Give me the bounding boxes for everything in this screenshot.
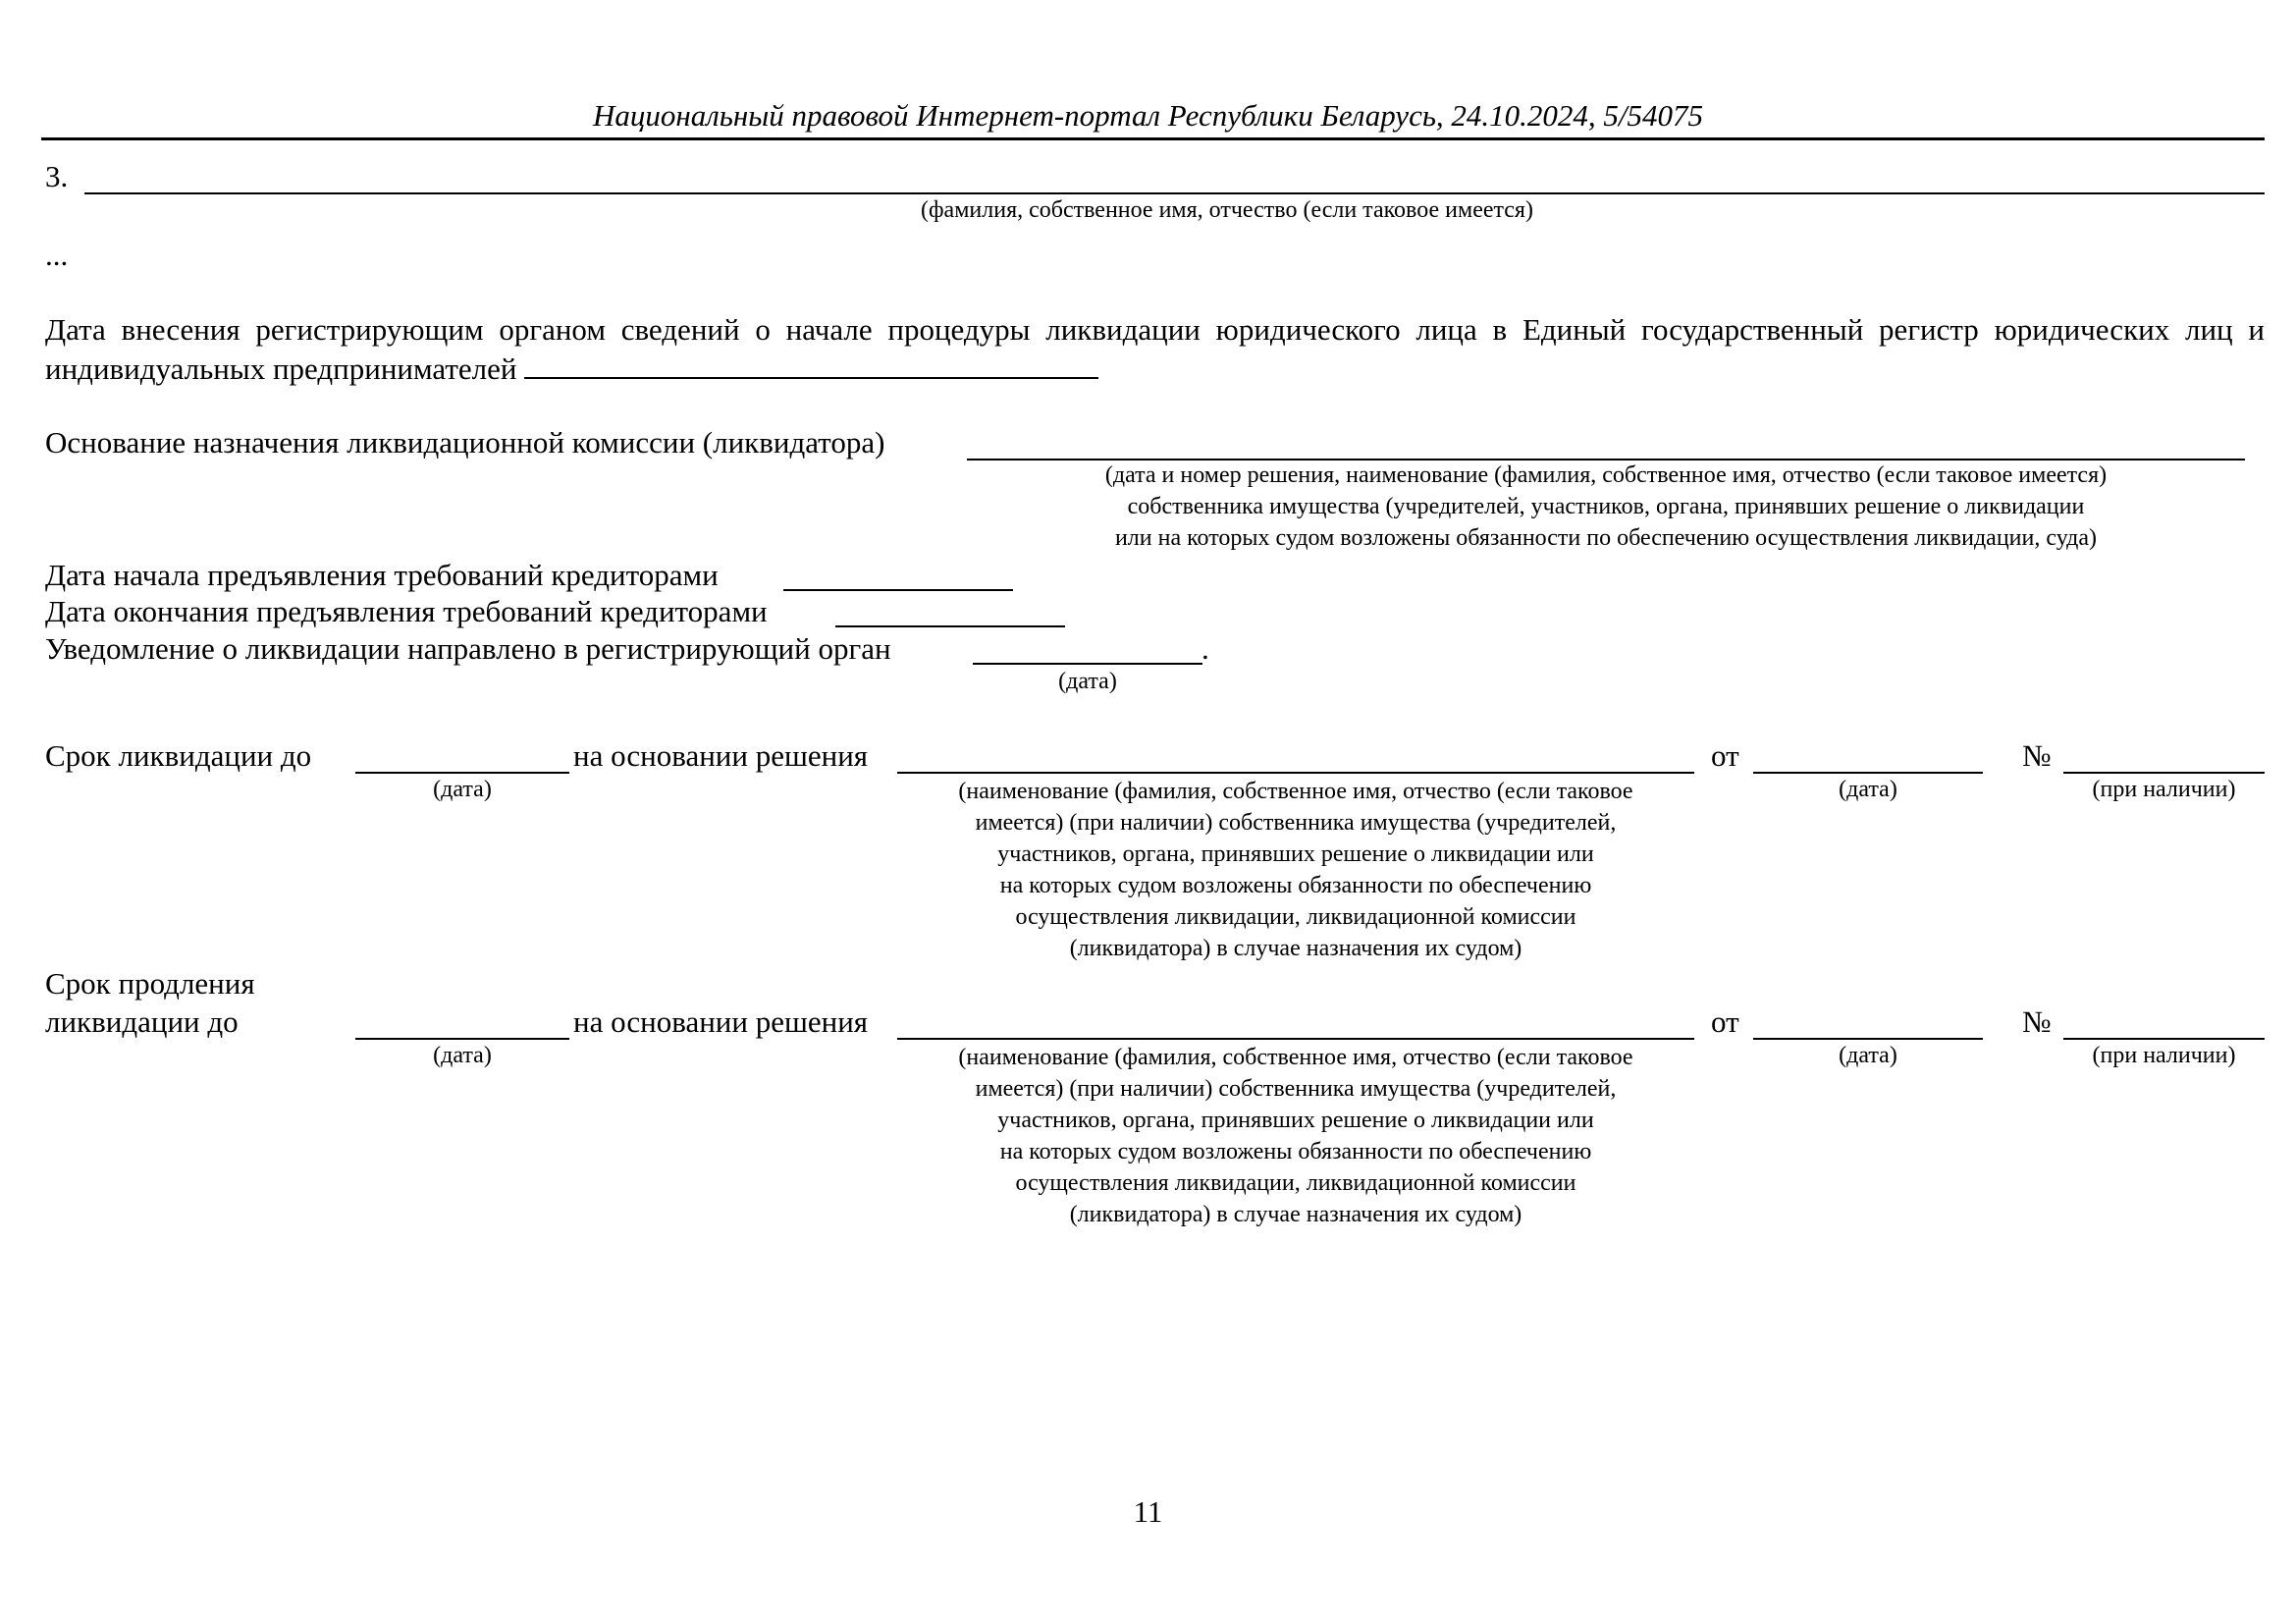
term-from-blank[interactable] — [1753, 772, 1983, 774]
notice-end: . — [1201, 631, 1209, 666]
creditors-start-blank[interactable] — [783, 589, 1013, 591]
registration-date-text: Дата внесения регистрирующим органом сведений о начале процедуры ликвидации юридического лица в Единый государственный регистр юридических лиц и индивидуальных предпринимателей — [45, 312, 2265, 386]
basis-label: Основание назначения ликвидационной комиссии (ликвидатора) — [45, 425, 885, 460]
term-decision-blank[interactable] — [897, 772, 1694, 774]
term-decision-caption — [897, 776, 1694, 964]
term-decision-caption-line: (ликвидатора) в случае назначения их судом) — [1069, 936, 1522, 961]
page-number: 11 — [1133, 1494, 1163, 1529]
item-number: 3. — [45, 159, 69, 193]
name-caption: (фамилия, собственное имя, отчество (если таковое имеется) — [921, 197, 1533, 223]
term-decision-caption-line: имеется) (при наличии) собственника имущества (учредителей, — [975, 810, 1617, 836]
extension-decision-blank[interactable] — [897, 1038, 1694, 1040]
term-number-label: № — [2022, 738, 2052, 773]
term-date-caption: (дата) — [433, 777, 492, 802]
term-decision-caption-line: на которых судом возложены обязанности по обеспечению — [999, 873, 1592, 898]
ellipsis: ... — [45, 238, 69, 272]
extension-decision-caption-line: участников, органа, принявших решение о ликвидации или — [997, 1108, 1594, 1133]
extension-from-blank[interactable] — [1753, 1038, 1983, 1040]
term-decision-caption-line: осуществления ликвидации, ликвидационной комиссии — [1015, 904, 1576, 930]
basis-caption — [967, 460, 2245, 554]
creditors-start-label: Дата начала предъявления требований кредиторами — [45, 558, 719, 592]
basis-caption-line: (дата и номер решения, наименование (фамилия, собственное имя, отчество (если таковое имеется) — [1104, 462, 2108, 488]
creditors-end-blank[interactable] — [835, 625, 1065, 627]
extension-label-line2: ликвидации до — [45, 1004, 239, 1039]
notice-date-caption: (дата) — [1058, 669, 1117, 694]
term-decision-caption-line: участников, органа, принявших решение о ликвидации или — [997, 841, 1594, 867]
extension-date-blank[interactable] — [355, 1038, 569, 1040]
extension-number-caption: (при наличии) — [2092, 1043, 2236, 1068]
extension-decision-caption-line: (ликвидатора) в случае назначения их судом) — [1069, 1202, 1522, 1227]
term-label: Срок ликвидации до — [45, 738, 312, 773]
extension-number-label: № — [2022, 1004, 2052, 1039]
extension-basis-label: на основании решения — [573, 1004, 869, 1039]
extension-label-line1: Срок продления — [45, 966, 255, 1001]
extension-number-blank[interactable] — [2063, 1038, 2265, 1040]
extension-decision-caption-line: на которых судом возложены обязанности по обеспечению — [999, 1139, 1592, 1164]
term-basis-label: на основании решения — [573, 738, 869, 773]
extension-date-caption: (дата) — [433, 1043, 492, 1068]
term-date-blank[interactable] — [355, 772, 569, 774]
name-blank[interactable] — [84, 192, 2265, 194]
extension-decision-caption — [897, 1042, 1694, 1230]
basis-caption-line: собственника имущества (учредителей, участников, органа, принявших решение о ликвидации — [1127, 494, 2085, 519]
term-from-label: от — [1711, 738, 1739, 773]
term-decision-caption-line: (наименование (фамилия, собственное имя, отчество (если таковое — [958, 779, 1633, 804]
header-rule — [41, 137, 2265, 140]
registration-date-blank[interactable] — [524, 355, 1098, 379]
notice-label: Уведомление о ликвидации направлено в регистрирующий орган — [45, 631, 891, 666]
registration-date-paragraph — [45, 310, 2265, 389]
term-number-caption: (при наличии) — [2092, 777, 2236, 802]
basis-caption-line: или на которых судом возложены обязанности по обеспечению осуществления ликвидации, суда) — [1114, 525, 2098, 551]
notice-blank[interactable] — [973, 663, 1202, 665]
extension-from-caption: (дата) — [1839, 1043, 1897, 1068]
creditors-end-label: Дата окончания предъявления требований кредиторами — [45, 594, 768, 628]
term-from-caption: (дата) — [1839, 777, 1897, 802]
term-number-blank[interactable] — [2063, 772, 2265, 774]
extension-decision-caption-line: осуществления ликвидации, ликвидационной комиссии — [1015, 1170, 1576, 1196]
portal-header: Национальный правовой Интернет-портал Республики Беларусь, 24.10.2024, 5/54075 — [592, 98, 1704, 133]
extension-decision-caption-line: имеется) (при наличии) собственника имущества (учредителей, — [975, 1076, 1617, 1102]
extension-decision-caption-line: (наименование (фамилия, собственное имя, отчество (если таковое — [958, 1045, 1633, 1070]
extension-from-label: от — [1711, 1004, 1739, 1039]
